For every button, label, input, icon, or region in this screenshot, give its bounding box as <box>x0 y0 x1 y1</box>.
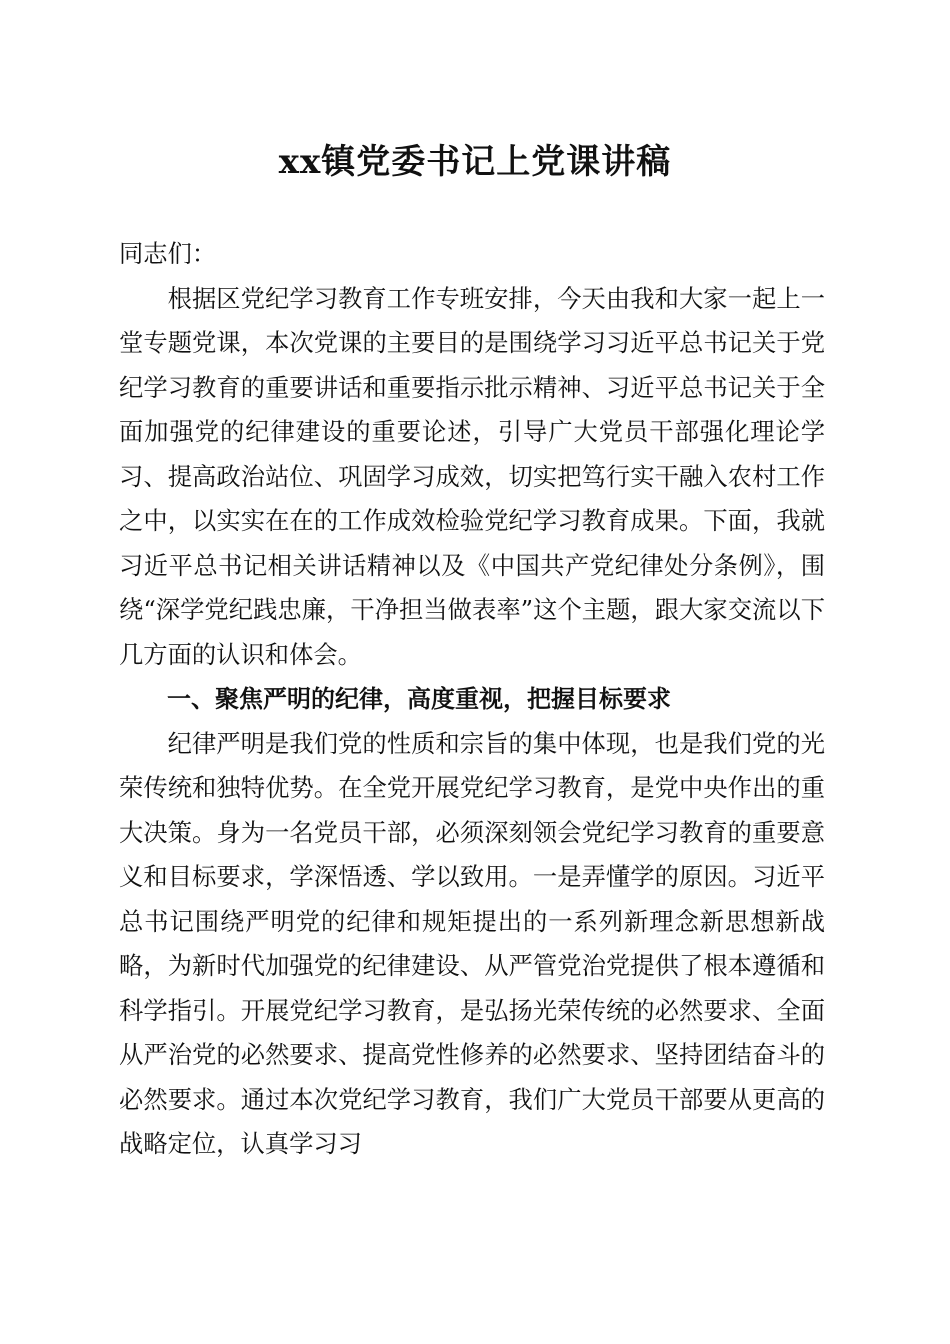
salutation: 同志们： <box>119 239 217 268</box>
intro-paragraph: 根据区党纪学习教育工作专班安排，今天由我和大家一起上一堂专题党课，本次党课的主要目的是围绕学习习近平总书记关于党纪学习教育的重要讲话和重要指示批示精神、习近平总书记关于全面加强党的纪律建设的重要论述，引导广大党员干部强化理论学习、提高政治站位、巩固学习成效，切实把笃行实干融入农村工作之中，以实实在在的工作成效检验党纪学习教育成果。下面，我就习近平总书记相关讲话精神以及《中国共产党纪律处分条例》，围绕“深学党纪践忠廉，干净担当做表率”这个主题，跟大家交流以下几方面的认识和体会。 <box>119 283 825 669</box>
section-paragraph: 纪律严明是我们党的性质和宗旨的集中体现，也是我们党的光荣传统和独特优势。在全党开展党纪学习教育，是党中央作出的重大决策。身为一名党员干部，必须深刻领会党纪学习教育的重要意义和目标要求，学深悟透、学以致用。一是弄懂学的原因。习近平总书记围绕严明党的纪律和规矩提出的一系列新理念新思想新战略，为新时代加强党的纪律建设、从严管党治党提供了根本遵循和科学指引。开展党纪学习教育，是弘扬光荣传统的必然要求、全面从严治党的必然要求、提高党性修养的必然要求、坚持团结奋斗的必然要求。通过本次党纪学习教育，我们广大党员干部要从更高的战略定位，认真学习习 <box>119 728 825 1158</box>
document-body <box>119 232 825 1167</box>
document-title: xx镇党委书记上党课讲稿 <box>278 142 672 182</box>
section-heading: 一、聚焦严明的纪律，高度重视，把握目标要求 <box>167 685 671 713</box>
